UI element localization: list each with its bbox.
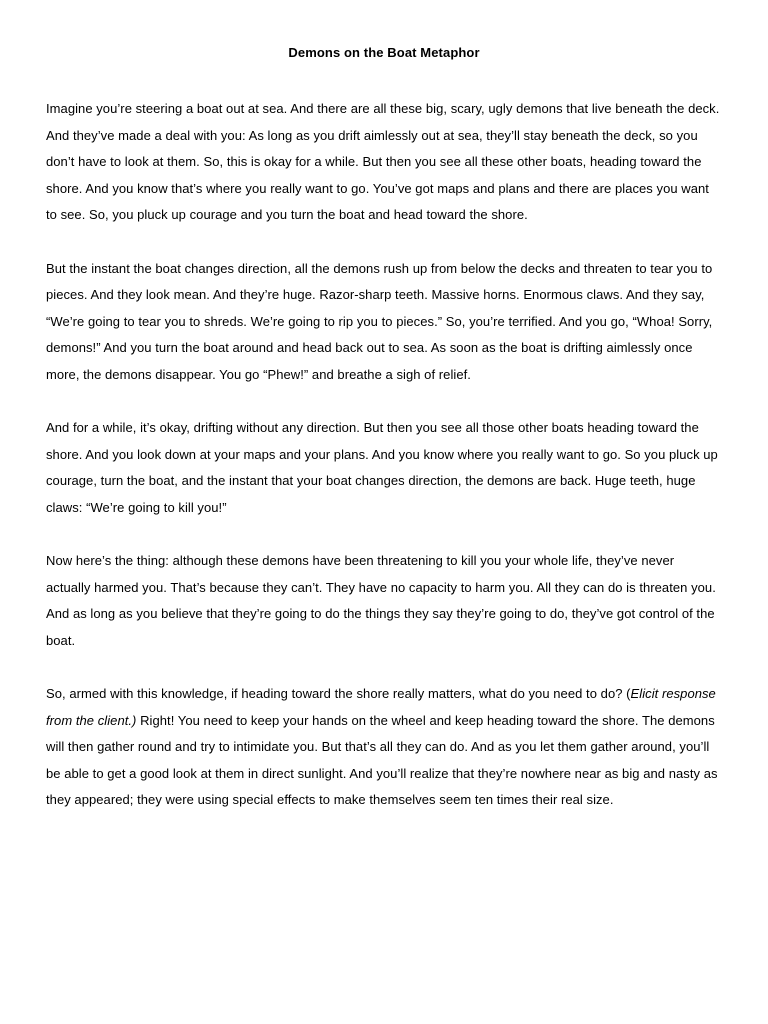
paragraph-5-rest: Right! You need to keep your hands on the wheel and keep heading toward the shore. The demons will then gather round and try to intimidate you. But that’s all they can do. And as you let them gather around, you’ll be able to get a good look at them in direct sunlight. And you’ll realize that they’re nowhere near as big and nasty as they appeared; they were using special effects to make themselves seem ten times their real size. — [46, 712, 718, 808]
document-title: Demons on the Boat Metaphor — [288, 45, 480, 60]
paragraph-4: Now here’s the thing: although these demons have been threatening to kill you your whole life, they’ve never actually harmed you. That’s because they can’t. They have no capacity to harm you. All they can do is threaten you. And as long as you believe that they’re going to do the things they say they’re going to do, they’ve got control of the boat. — [46, 553, 716, 648]
paragraph-5 — [46, 681, 722, 814]
paragraph-5-intro: So, armed with this knowledge, if heading toward the shore really matters, what do you need to do? ( — [46, 686, 631, 702]
paragraph-1: Imagine you’re steering a boat out at sea. And there are all these big, scary, ugly demons that live beneath the deck. And they’ve made a deal with you: As long as you drift aimlessly out at sea, they’ll stay beneath the deck, so you don’t have to look at them. So, this is okay for a while. But then you see all these other boats, heading toward the shore. And you know that’s where you really want to go. You’ve got maps and plans and there are places you want to see. So, you pluck up courage and you turn the boat and head toward the shore. — [46, 101, 720, 223]
paragraph-3: And for a while, it’s okay, drifting without any direction. But then you see all those other boats heading toward the shore. And you look down at your maps and your plans. And you know where you really want to go. So you pluck up courage, turn the boat, and the instant that your boat changes direction, the demons are back. Huge teeth, huge claws: “We’re going to kill you!” — [46, 420, 718, 515]
paragraph-2: But the instant the boat changes direction, all the demons rush up from below the decks and threaten to tear you to pieces. And they look mean. And they’re huge. Razor-sharp teeth. Massive horns. Enormous claws. And they say, “We’re going to tear you to shreds. We’re going to rip you to pieces.” So, you’re terrified. And you go, “Whoa! Sorry, demons!” And you turn the boat around and head back out to sea. As soon as the boat is drifting aimlessly once more, the demons disappear. You go “Phew!” and breathe a sigh of relief. — [46, 260, 713, 382]
paragraph-5-italic-instruction: Elicit response from the client.) — [46, 686, 716, 728]
